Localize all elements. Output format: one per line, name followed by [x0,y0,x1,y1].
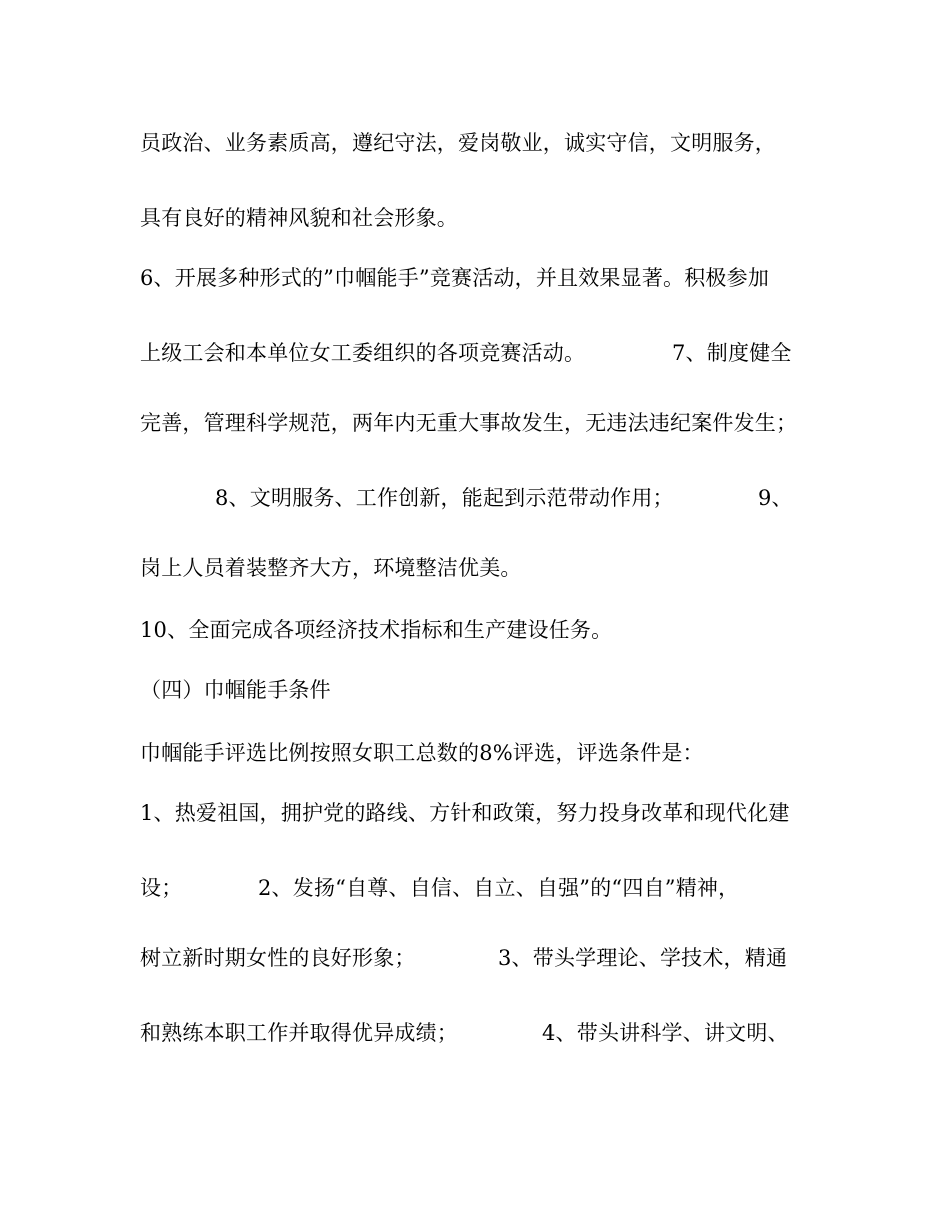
text-line: 完善，管理科学规范，两年内无重大事故发生，无违法违纪案件发生； [140,411,798,435]
text-segment: 7、制度健全 [672,341,792,365]
text-line: 岗上人员着装整齐大方，环境整洁优美。 [140,556,522,580]
text-segment: 9、 [758,486,793,510]
text-line: 6、开展多种形式的”巾帼能手”竞赛活动，并且效果显著。积极参加 [140,266,770,290]
text-segment: 2、发扬“自尊、自信、自立、自强”的“四自”精神， [258,876,740,900]
text-segment: 4、带头讲科学、讲文明、 [542,1021,789,1045]
text-segment: 8、文明服务、工作创新，能起到示范带动作用； [215,486,674,510]
text-line: 设； [140,876,183,900]
text-line: 巾帼能手评选比例按照女职工总数的8%评选，评选条件是： [140,741,704,765]
text-line: 树立新时期女性的良好形象； [140,946,416,970]
text-line: 1、热爱祖国，拥护党的路线、方针和政策，努力投身改革和现代化建 [140,801,790,825]
text-line: 和熟练本职工作并取得优异成绩； [140,1021,458,1045]
text-line: 具有良好的精神风貌和社会形象。 [140,206,458,230]
section-heading: （四）巾帼能手条件 [140,678,331,702]
text-line: 员政治、业务素质高，遵纪守法，爱岗敬业，诚实守信，文明服务， [140,131,776,155]
text-line: 上级工会和本单位女工委组织的各项竞赛活动。 [140,341,586,365]
text-segment: 3、带头学理论、学技术，精通 [498,946,788,970]
text-line: 10、全面完成各项经济技术指标和生产建设任务。 [140,618,613,642]
